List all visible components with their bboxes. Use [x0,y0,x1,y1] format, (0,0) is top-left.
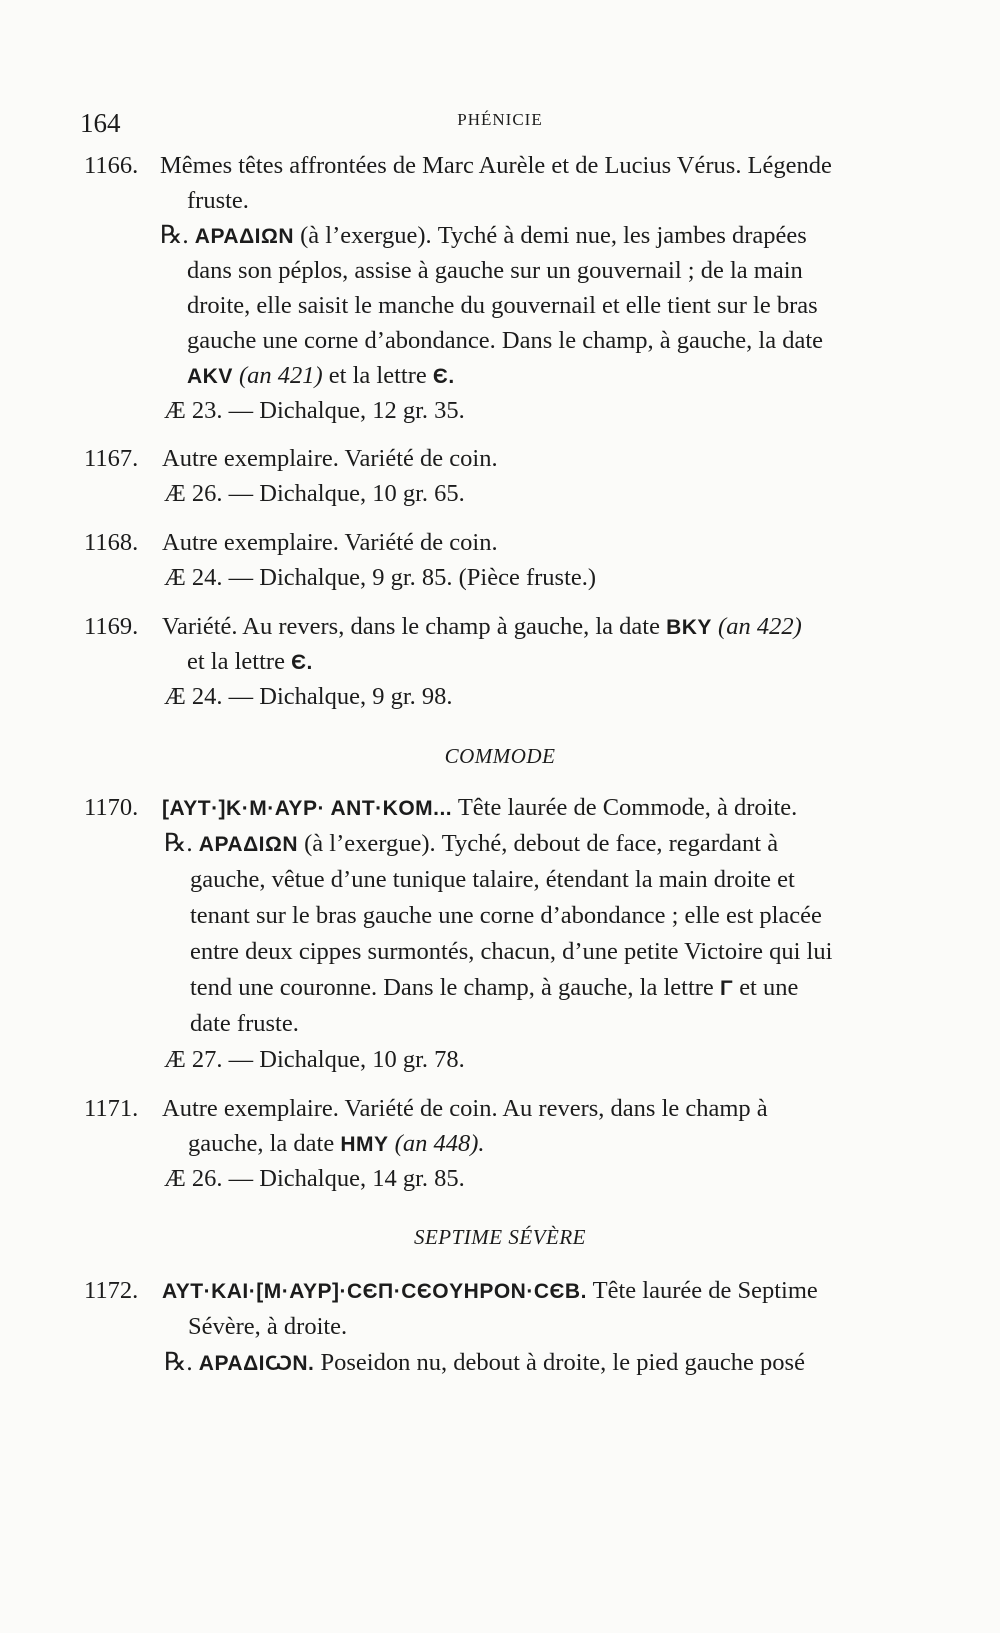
reverse-text: gauche une corne d’abondance. Dans le champ, à gauche, la date [187,327,824,354]
reverse-text-end: et une [733,974,799,1001]
entry-text [187,647,313,678]
obverse-legend: AYT·KAI·[M·AYP]·CЄΠ·CЄOYHPON·CЄB. [162,1280,587,1303]
reverse-text: (à l’exergue). Tyché, debout de face, regardant à [298,830,779,857]
entry-number: 1166. [84,152,139,179]
metal-line: Æ 24. — Dichalque, 9 gr. 85. (Pièce fruste.) [164,564,597,591]
entry-text: Autre exemplaire. Variété de coin. [162,445,498,472]
entry-number: 1172. [84,1277,139,1304]
obverse-text: Tête laurée de Commode, à droite. [452,794,798,821]
date-legend: BKY [666,616,712,639]
date-text: (an 448). [394,1130,485,1157]
reverse-text: gauche, vêtue d’une tunique talaire, étendant la main droite et [190,866,795,893]
entry-number: 1169. [84,613,139,640]
entry-text-start: gauche, la date [188,1130,341,1157]
metal-line: Æ 26. — Dichalque, 10 gr. 65. [164,480,465,507]
metal-line: Æ 23. — Dichalque, 12 gr. 35. [164,397,465,424]
section-heading: SEPTIME SÉVÈRE [413,1225,587,1249]
obverse-text: Tête laurée de Septime [586,1277,818,1304]
reverse-text: tenant sur le bras gauche une corne d’abondance ; elle est placée [190,902,822,929]
field-letter: Є. [432,365,455,388]
reverse-text: (à l’exergue). Tyché à demi nue, les jambes drapées [294,222,807,249]
metal-line: Æ 24. — Dichalque, 9 gr. 98. [164,683,453,710]
entry-text: Autre exemplaire. Variété de coin. Au revers, dans le champ à [162,1095,768,1122]
entry-number: 1170. [84,794,139,821]
obverse-text: Sévère, à droite. [188,1313,348,1340]
running-title: PHÉNICIE [457,110,543,129]
reverse-text-start: tend une couronne. Dans le champ, à gauche, la lettre [190,974,720,1001]
reverse-text: Poseidon nu, debout à droite, le pied gauche posé [314,1349,805,1376]
entry-text-start: Variété. Au revers, dans le champ à gauche, la date [162,613,667,640]
reverse-text [190,973,798,1004]
section-heading: COMMODE [444,744,556,768]
obverse-line [162,1276,818,1307]
date-line [187,361,455,392]
reverse-line [160,221,807,252]
entry-text: fruste. [187,187,249,214]
reverse-text: date fruste. [190,1010,299,1037]
entry-text [162,612,802,643]
reverse-text: droite, elle saisit le manche du gouvernail et elle tient sur le bras [187,292,818,319]
reverse-text: entre deux cippes surmontés, chacun, d’une petite Victoire qui lui [190,938,833,965]
entry-text [188,1129,484,1160]
field-letter: Γ [719,977,734,1000]
page-number: 164 [80,108,121,138]
date-legend: HMY [340,1133,389,1156]
date-text: (an 421) [238,362,323,389]
reverse-mark: ℞. [164,1349,193,1376]
reverse-legend: ΑΡΑΔΙΩΝ [198,833,299,856]
reverse-line [164,1348,805,1379]
reverse-line [164,829,778,860]
reverse-mark: ℞. [164,830,193,857]
reverse-legend: ΑΡΑΔΙΩΝ [194,225,295,248]
entry-text: Autre exemplaire. Variété de coin. [162,529,498,556]
obverse-legend: [AYT·]K·M·AYP· ANT·KOM... [162,797,453,820]
metal-line: Æ 27. — Dichalque, 10 gr. 78. [164,1046,465,1073]
date-text: (an 422) [718,613,802,640]
field-letter: Є. [291,651,313,674]
entry-number: 1167. [84,445,139,472]
obverse-line [162,793,797,824]
reverse-legend: ΑΡΑΔΙѠΝ. [198,1352,315,1375]
reverse-text: dans son péplos, assise à gauche sur un gouvernail ; de la main [187,257,803,284]
date-after: et la lettre [322,362,433,389]
entry-number: 1171. [84,1095,139,1122]
reverse-mark: ℞. [160,222,189,249]
entry-text: Mêmes têtes affrontées de Marc Aurèle et de Lucius Vérus. Légende [160,152,832,179]
entry-text-start: et la lettre [187,648,292,675]
date-legend: AKV [187,365,233,388]
entry-number: 1168. [84,529,139,556]
metal-line: Æ 26. — Dichalque, 14 gr. 85. [164,1165,465,1192]
